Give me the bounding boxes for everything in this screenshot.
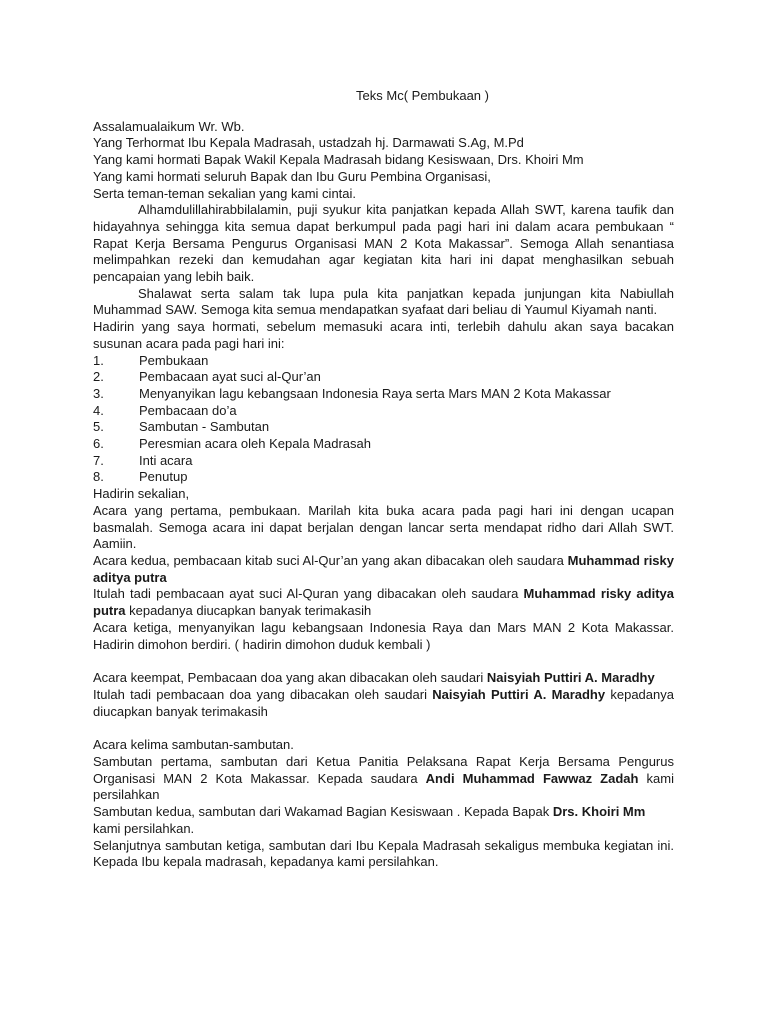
itulah-doa-after: kepadanya diucapkan banyak terimakasih	[93, 686, 674, 719]
agenda-number: 3.	[93, 385, 104, 401]
paragraph-acara-ketiga: Acara ketiga, menyanyikan lagu kebangsaan Indonesia Raya dan Mars MAN 2 Kota Makassar. Hadirin dimohon berdiri. ( hadirin dimohon duduk kembali )	[93, 619, 674, 652]
agenda-text: Sambutan - Sambutan	[139, 419, 270, 435]
paragraph-acara-keempat	[93, 670, 674, 687]
acara-keempat-text: Acara keempat, Pembacaan doa yang akan dibacakan oleh saudari	[93, 670, 487, 686]
agenda-text: Pembacaan ayat suci al-Qur’an	[139, 369, 321, 385]
ketua-panitia-name: Andi Muhammad Fawwaz Zadah	[425, 770, 639, 786]
greeting-line: Serta teman-teman sekalian yang kami cintai.	[93, 185, 357, 201]
paragraph-sambutan-pertama	[93, 754, 674, 804]
agenda-item	[93, 453, 674, 470]
acara-kedua-text: Acara kedua, pembacaan kitab suci Al-Qur’an yang akan dibacakan oleh saudara	[93, 552, 568, 568]
greeting-line: Yang kami hormati Bapak Wakil Kepala Madrasah bidang Kesiswaan, Drs. Khoiri Mm	[93, 152, 584, 168]
agenda-item	[93, 369, 674, 386]
agenda-number: 1.	[93, 352, 104, 368]
sambutan-pertama-text: Sambutan pertama, sambutan dari Ketua Panitia Pelaksana Rapat Kerja Bersama Pengurus Organisasi MAN 2 Kota Makassar. Kepada saudara	[93, 754, 674, 786]
agenda-number: 2.	[93, 369, 104, 385]
document-body	[93, 88, 674, 871]
document-title: Teks Mc( Pembukaan )	[356, 88, 489, 103]
doa-reader-name: Naisyiah Puttiri A. Maradhy	[486, 670, 655, 686]
opening-salam: Assalamualaikum Wr. Wb.	[93, 118, 245, 134]
itulah-doa-text: Itulah tadi pembacaan doa yang dibacakan oleh saudari	[93, 686, 433, 702]
agenda-text: Pembukaan	[139, 352, 209, 368]
doa-reader-name: Naisyiah Puttiri A. Maradhy	[432, 686, 606, 702]
agenda-number: 4.	[93, 402, 104, 418]
agenda-number: 8.	[93, 469, 104, 485]
agenda-number: 7.	[93, 452, 104, 468]
qari-name: Muhammad risky aditya putra	[93, 552, 674, 585]
paragraph-itulah-quran	[93, 586, 674, 619]
blank-line	[93, 720, 674, 737]
itulah-quran-after: kepadanya diucapkan banyak terimakasih	[125, 603, 372, 619]
agenda-list	[93, 353, 674, 487]
greeting-line: Yang Terhormat Ibu Kepala Madrasah, ustadzah hj. Darmawati S.Ag, M.Pd	[93, 135, 524, 151]
paragraph-hadirin-intro: Hadirin yang saya hormati, sebelum memasuki acara inti, terlebih dahulu akan saya bacakan susunan acara pada pagi hari ini:	[93, 319, 674, 351]
agenda-text: Pembacaan do’a	[139, 402, 237, 418]
agenda-text: Penutup	[139, 469, 188, 485]
agenda-item	[93, 386, 674, 403]
itulah-quran-text: Itulah tadi pembacaan ayat suci Al-Quran yang dibacakan oleh saudara	[93, 586, 524, 602]
agenda-text: Inti acara	[139, 452, 193, 468]
blank-line	[93, 653, 674, 670]
sambutan-kedua-after: kami persilahkan.	[93, 820, 195, 836]
agenda-item	[93, 403, 674, 420]
greeting-line: Yang kami hormati seluruh Bapak dan Ibu Guru Pembina Organisasi,	[93, 168, 491, 184]
sambutan-pertama-after: kami persilahkan	[93, 770, 675, 803]
paragraph-sambutan-ketiga: Selanjutnya sambutan ketiga, sambutan dari Ibu Kepala Madrasah sekaligus membuka kegiatan ini. Kepada Ibu kepala madrasah, kepadanya kami persilahkan.	[93, 837, 674, 870]
agenda-number: 6.	[93, 436, 104, 452]
hadirin-sekalian: Hadirin sekalian,	[93, 486, 190, 502]
agenda-item	[93, 353, 674, 370]
wakamad-name: Drs. Khoiri Mm	[552, 804, 646, 820]
qari-name: Muhammad risky aditya putra	[93, 586, 675, 619]
paragraph-acara-kedua	[93, 553, 674, 586]
paragraph-itulah-doa	[93, 687, 674, 720]
paragraph-shalawat: Shalawat serta salam tak lupa pula kita panjatkan kepada junjungan kita Nabiullah Muhammad SAW. Semoga kita semua mendapatkan syafaat dari beliau di Yaumul Kiyamah nanti.	[93, 285, 674, 318]
agenda-item	[93, 419, 674, 436]
paragraph-acara-kelima: Acara kelima sambutan-sambutan.	[93, 737, 294, 753]
paragraph-sambutan-kedua	[93, 804, 674, 837]
agenda-item	[93, 469, 674, 486]
agenda-text: Menyanyikan lagu kebangsaan Indonesia Raya serta Mars MAN 2 Kota Makassar	[139, 385, 611, 401]
agenda-item	[93, 436, 674, 453]
sambutan-kedua-text: Sambutan kedua, sambutan dari Wakamad Bagian Kesiswaan . Kepada Bapak	[93, 804, 553, 820]
agenda-number: 5.	[93, 419, 104, 435]
paragraph-acara-pertama: Acara yang pertama, pembukaan. Marilah kita buka acara pada pagi hari ini dengan ucapan basmalah. Semoga acara ini dapat berjalan dengan lancar serta mendapat ridho dari Allah SWT. Aamiin.	[93, 502, 674, 552]
paragraph-alhamdulillah: Alhamdulillahirabbilalamin, puji syukur kita panjatkan kepada Allah SWT, karena taufik dan hidayahnya sehingga kita semua dapat berkumpul pada pagi hari ini dalam acara pembukaan “ Rapat Kerja Bersama Pengurus Organisasi MAN 2 Kota Makassar”. Semoga Allah senantiasa melimpahkan rezeki dan kemudahan agar kegiatan kita hari ini dapat menghasilkan sebuah pencapaian yang lebih baik.	[93, 202, 674, 285]
agenda-text: Peresmian acara oleh Kepala Madrasah	[139, 436, 371, 452]
